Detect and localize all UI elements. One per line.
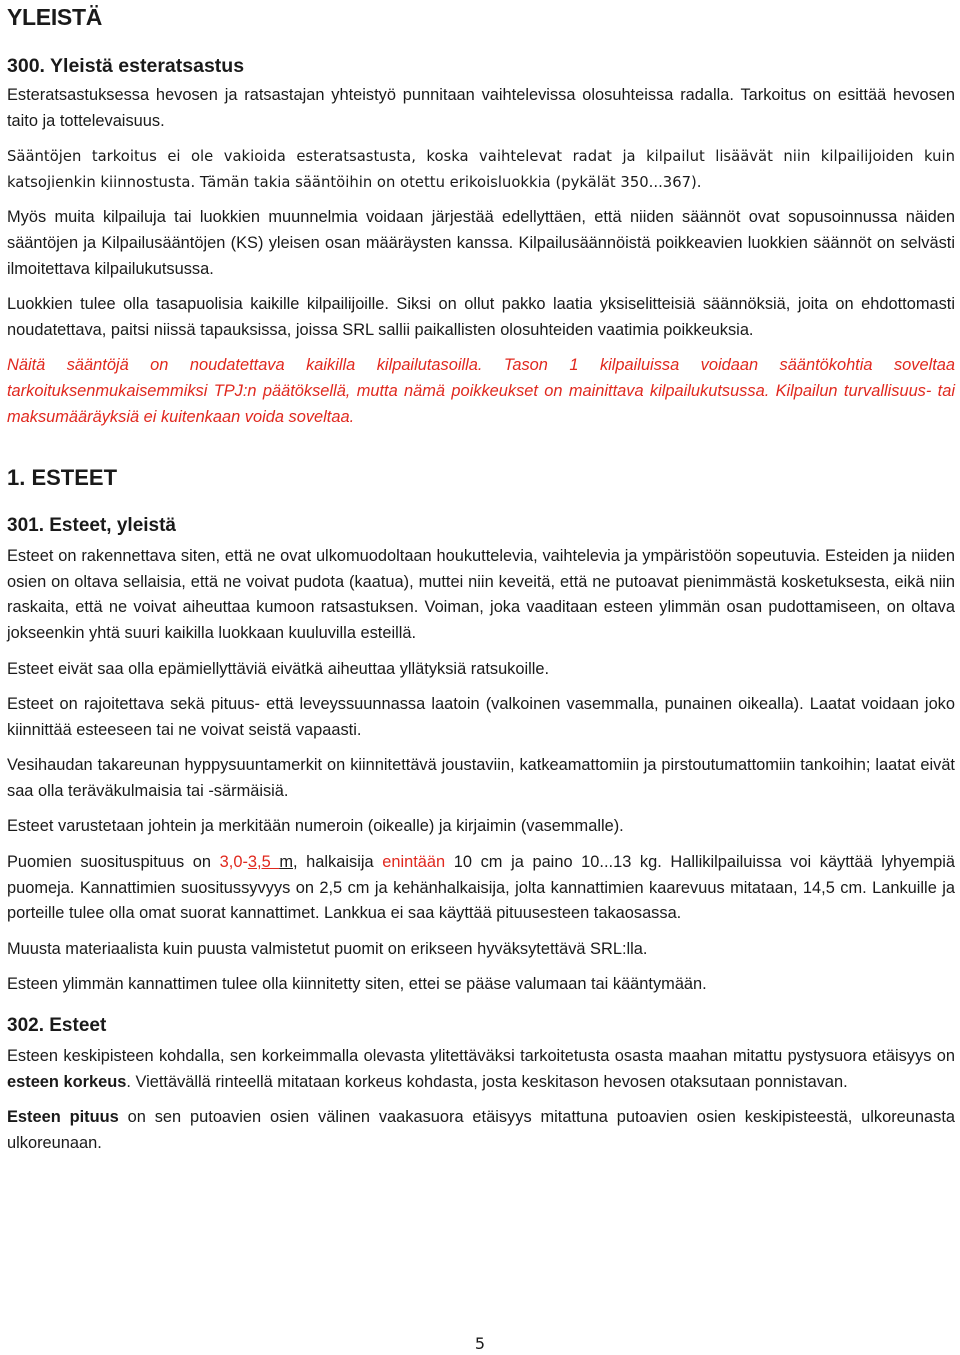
p6-text-a: Puomien suosituspituus on	[7, 853, 220, 872]
section-301-paragraph-7: Muusta materiaalista kuin puusta valmistetut puomit on erikseen hyväksytettävä SRL:lla.	[7, 939, 648, 958]
section-301-paragraph-6	[7, 850, 955, 927]
section-300-paragraph-4: Luokkien tulee olla tasapuolisia kaikille kilpailijoille. Siksi on ollut pakko laatia yksiselitteisiä säännöksiä, joita on ehdottomasti noudatettava, paitsi niissä tapauksissa, joissa SRL sallii paikallisten olosuhteiden vaatimia poikkeuksia.	[7, 295, 955, 339]
section-300-paragraph-5: Näitä sääntöjä on noudatettava kaikilla kilpailutasoilla. Tason 1 kilpailuissa voidaan sääntökohtia soveltaa tarkoituksenmukaisemmiksi TPJ:n päätöksellä, mutta nämä poikkeukset on mainittava kilpailukutsussa. Kilpailun turvallisuus- tai maksumääräyksiä ei kuitenkaan voida soveltaa.	[7, 356, 955, 426]
page-heading: YLEISTÄ	[7, 4, 103, 30]
p6-text-e: , halkaisija	[293, 853, 383, 872]
document-page	[7, 0, 955, 1166]
section-301-paragraph-3: Esteet on rajoitettava sekä pituus- että leveyssuunnassa laatoin (valkoinen vasemmalla, punainen oikealla). Laatat voidaan joko kiinnittää esteeseen tai ne voivat seistä vapaasti.	[7, 695, 955, 739]
section-301-title: 301. Esteet, yleistä	[7, 515, 176, 537]
section-301-paragraph-4: Vesihaudan takareunan hyppysuuntamerkit on kiinnitettävä joustaviin, katkeamattomiin ja pirstoutumattomiin tankoihin; laatat eivät saa olla teräväkulmaisia tai -särmäisiä.	[7, 756, 955, 800]
section-300-paragraph-1: Esteratsastuksessa hevosen ja ratsastajan yhteistyö punnitaan vaihtelevissa olosuhteissa radalla. Tarkoitus on esittää hevosen taito ja tottelevaisuus.	[7, 86, 955, 130]
section-300-paragraph-2: Sääntöjen tarkoitus ei ole vakioida esteratsastusta, koska vaihtelevat radat ja kilpailut lisäävät niin kilpailijoiden kuin katsojienkin kiinnostusta. Tämän takia sääntöihin on otettu erikoisluokkia (pykälät 350...367).	[7, 148, 955, 191]
page-number: 5	[474, 1334, 486, 1353]
section-300-title: 300. Yleistä esteratsastus	[7, 55, 245, 77]
p2-text-b: on sen putoavien osien välinen vaakasuora etäisyys mitattuna putoavien osien keskipisteestä, ulkoreunasta ulkoreunaan.	[7, 1108, 955, 1152]
p6-text-g: 10 cm ja paino 10...13 kg. Hallikilpailuissa voi käyttää lyhyempiä puomeja. Kannattimien suositussyvyys on 2,5 cm ja kehänhalkaisija, jolta kannattimien kaarevuus mitataan, 14,5 cm. Lankuille ja porteille tulee olla omat suorat kannattimet. Lankkua ei saa käyttää pituusesteen takaosassa.	[7, 853, 956, 923]
section-300-paragraph-3: Myös muita kilpailuja tai luokkien muunnelmia voidaan järjestää edellyttäen, että niiden säännöt ovat sopusoinnussa näiden sääntöjen ja Kilpailusääntöjen (KS) yleisen osan määräysten kanssa. Kilpailusäännöistä poikkeavien luokkien säännöt on selvästi ilmoitettava kilpailukutsussa.	[7, 208, 955, 278]
section-301-paragraph-8: Esteen ylimmän kannattimen tulee olla kiinnitetty siten, ettei se pääse valumaan tai kääntymään.	[7, 975, 707, 994]
chapter-heading: 1. ESTEET	[7, 465, 118, 491]
p1-text-a: Esteen keskipisteen kohdalla, sen korkeimmalla olevasta ylitettäväksi tarkoitetusta osasta maahan mitattu pystysuora etäisyys on	[7, 1047, 955, 1066]
p6-unit-m: m	[279, 853, 293, 872]
section-302-paragraph-2	[7, 1105, 955, 1156]
p6-red-max: enintään	[382, 853, 446, 872]
p1-text-c: . Viettävällä rinteellä mitataan korkeus kohdasta, josta keskitason hevosen otaksutaan ponnistavan.	[126, 1072, 848, 1091]
section-301-paragraph-2: Esteet eivät saa olla epämiellyttäviä eivätkä aiheuttaa yllätyksiä ratsukoille.	[7, 659, 550, 678]
section-301-paragraph-5: Esteet varustetaan johtein ja merkitään numeroin (oikealle) ja kirjaimin (vasemmalle).	[7, 817, 624, 836]
section-302-paragraph-1	[7, 1044, 955, 1095]
section-301-paragraph-1: Esteet on rakennettava siten, että ne ovat ulkomuodoltaan houkuttelevia, vaihtelevia ja ympäristöön sopeutuvia. Esteiden ja niiden osien on oltava sellaisia, että ne voivat pudota (kaatua), muttei niin keveitä, että ne putoavat pienimmästä kosketuksesta, eikä niin raskaita, että ne voivat aiheuttaa kumoon ratsastuksen. Voiman, joka vaaditaan esteen ylimmän osan pudottamiseen, on oltava jokseenkin yhtä suuri kaikilla luokkaan kuuluvilla esteillä.	[7, 547, 955, 642]
term-esteen-korkeus: esteen korkeus	[7, 1072, 127, 1091]
section-302-title: 302. Esteet	[7, 1015, 107, 1037]
term-esteen-pituus: Esteen pituus	[7, 1108, 119, 1127]
p6-red-range-start: 3,0-	[219, 853, 248, 872]
p6-red-range-end: 3,5	[247, 853, 280, 872]
